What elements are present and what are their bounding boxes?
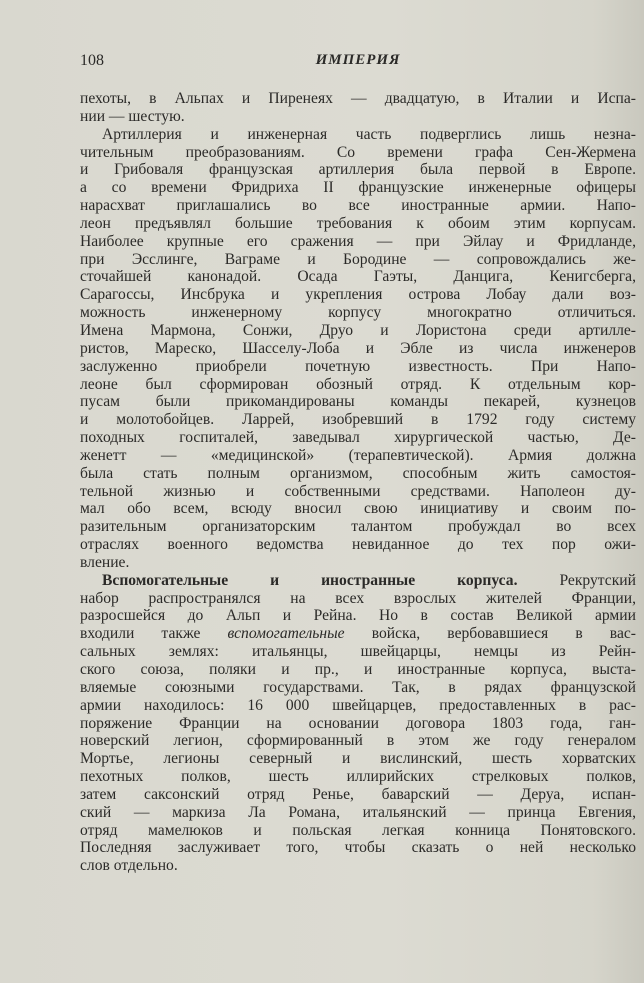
text-line: вляемые союзными государствами. Так, в рядах французской — [80, 678, 636, 696]
text-line: тельной жизнью и собственными средствами. Наполеон ду- — [80, 482, 636, 500]
text-line: сальных землях: итальянцы, швейцарцы, немцы из Рейн- — [80, 643, 636, 661]
text-line: новерский легион, сформированный в этом же году генералом — [80, 732, 636, 750]
text-line: ский — маркиза Ла Романа, итальянский — принца Евгения, — [80, 803, 636, 821]
text-line: можность инженерному корпусу многократно отличиться. — [80, 304, 636, 322]
section-heading: Вспомогательные и иностранные корпуса. — [102, 571, 518, 589]
text-line: пехотных полков, шесть иллирийских стрелковых полков, — [80, 768, 636, 786]
text-line: пусам были прикомандированы команды пекарей, кузнецов — [80, 393, 636, 411]
text-line: леоне был сформирован обозный отряд. К отдельным кор- — [80, 375, 636, 393]
text-line: была стать полным организмом, способным жить самостоя- — [80, 464, 636, 482]
text-span: входили также — [80, 625, 228, 643]
text-line — [80, 625, 636, 643]
paragraph-auxiliary-corps — [80, 572, 636, 875]
text-line: чительным преобразованиям. Со времени графа Сен-Жермена — [80, 143, 636, 161]
text-line: армии находилось: 16 000 швейцарцев, предоставленных в рас- — [80, 696, 636, 714]
text-line: разросшейся до Альп и Рейна. Но в состав Великой армии — [80, 607, 636, 625]
text-line: походных госпиталей, заведывал хирургической частью, Де- — [80, 429, 636, 447]
text-line: мал обо всем, всюду вносил свою инициативу и своим по- — [80, 500, 636, 518]
text-line — [80, 572, 636, 590]
text-line: поряжение Франции на основании договора 1803 года, ган- — [80, 714, 636, 732]
text-span: Рекрутский — [517, 571, 636, 589]
text-line: набор распространялся на всех взрослых жителей Франции, — [80, 589, 636, 607]
text-line: при Эсслинге, Ваграме и Бородине — сопровождались же- — [80, 250, 636, 268]
emphasis-text: вспомогательные — [227, 625, 345, 643]
text-span: войска, вербовавшиеся в вас- — [344, 625, 636, 643]
text-line: затем саксонский отряд Ренье, баварский — Деруа, испан- — [80, 785, 636, 803]
text-line: леон предъявлял большие требования к обоим этим корпусам. — [80, 214, 636, 232]
text-line: и молотобойцев. Ларрей, изобревший в 1792 году систему — [80, 411, 636, 429]
text-line: ристов, Мареско, Шасселу-Лоба и Эбле из числа инженеров — [80, 339, 636, 357]
text-line: пехоты, в Альпах и Пиренеях — двадцатую, в Италии и Испа- — [80, 90, 636, 107]
text-line: разительным организаторским талантом пробуждал во всех — [80, 518, 636, 536]
text-line: женетт — «медицинской» (терапевтической). Армия должна — [80, 446, 636, 464]
page-body — [80, 90, 636, 875]
text-line: вление. — [80, 553, 130, 571]
text-line: отраслях военного ведомства невиданное до тех пор ожи- — [80, 536, 636, 554]
page-header — [80, 52, 636, 72]
paragraph-continuation — [80, 643, 636, 875]
running-title: ИМПЕРИЯ — [315, 52, 401, 68]
text-line: отряд мамелюков и польская легкая конница Понятовского. — [80, 821, 636, 839]
text-line: ского союза, поляки и пр., и иностранные корпуса, выста- — [80, 661, 636, 678]
text-line: и Грибоваля французская артиллерия была первой в Европе. — [80, 161, 636, 179]
text-line: Сарагоссы, Инсбрука и укрепления острова Лобау дали воз- — [80, 286, 636, 304]
text-line: Наиболее крупные его сражения — при Эйлау и Фридланде, — [80, 232, 636, 250]
text-line: заслуженно приобрели почетную известность. При Напо- — [80, 357, 636, 375]
paragraph-infantry — [80, 90, 636, 572]
text-line: нии — шестую. — [80, 107, 185, 125]
text-line: Последняя заслуживает того, чтобы сказать о ней несколько — [80, 839, 636, 857]
page-number: 108 — [80, 52, 104, 69]
text-line: а со времени Фридриха II французские инженерные офицеры — [80, 179, 636, 197]
text-line: Артиллерия и инженерная часть подверглись лишь незна- — [102, 125, 636, 143]
text-line: нарасхват приглашались во все иностранные армии. Напо- — [80, 197, 636, 215]
text-line: Мортье, легионы северный и вислинский, шесть хорватских — [80, 750, 636, 768]
text-line: сточайшей канонадой. Осада Гаэты, Данцига, Кенигсберга, — [80, 268, 636, 286]
text-line: слов отдельно. — [80, 857, 178, 875]
text-line: Имена Мармона, Сонжи, Друо и Лористона среди артилле- — [80, 321, 636, 339]
